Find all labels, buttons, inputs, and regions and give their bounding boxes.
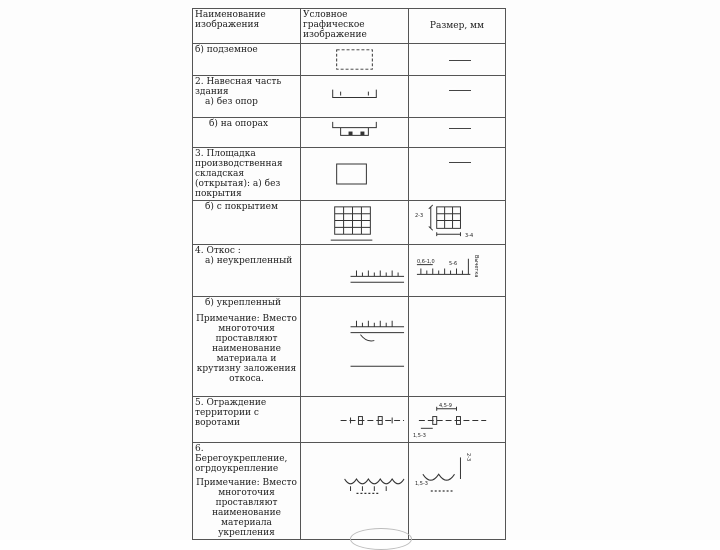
table-row xyxy=(193,397,506,443)
symbol-underground xyxy=(301,44,409,76)
dim-value: — xyxy=(447,156,456,166)
dim-value: — xyxy=(447,54,456,64)
table-row xyxy=(193,118,506,148)
table-row xyxy=(193,201,506,245)
row-label: 6. Берегоукрепление, огрдоукрепление xyxy=(195,444,288,474)
row-label: б) с покрытием xyxy=(205,202,278,212)
row-note: Примечание: Вместо многоточия проставляют наименование материала и крутизну заложения откоса. xyxy=(196,314,297,384)
table-row xyxy=(193,76,506,118)
header-name: Наименование изображения xyxy=(193,9,301,44)
table-row xyxy=(193,245,506,297)
dim-value: — xyxy=(447,122,456,132)
dim-label: 0,6-1,0 xyxy=(417,259,435,265)
symbol-slope-reinforced xyxy=(301,297,409,397)
dim-value: — xyxy=(447,84,456,94)
dim-label: 1,5-3 xyxy=(413,433,426,439)
table-row xyxy=(193,148,506,201)
table-row xyxy=(193,443,506,540)
row-label: б) укрепленный xyxy=(205,298,281,308)
table-header-row xyxy=(193,9,506,44)
symbol-overhang-on-supports xyxy=(301,118,409,148)
row-sublabel: а) неукрепленный xyxy=(205,256,293,266)
page-edge-arc xyxy=(350,528,412,550)
row-sublabel: а) без опор xyxy=(205,97,258,107)
row-label: 5. Ограждение территории с воротами xyxy=(195,398,267,428)
row-note: Примечание: Вместо многоточия проставляют наименование материала укрепления xyxy=(196,478,297,538)
dim-label: 2-3 xyxy=(415,213,424,219)
dim-label: 4,5-9 xyxy=(439,403,452,409)
row-sublabel: а) без покрытия xyxy=(195,179,281,199)
symbol-fence-gate xyxy=(301,397,409,443)
symbol-overhang-no-supports xyxy=(301,76,409,118)
symbol-storage-open xyxy=(301,148,409,201)
row-label: б) подземное xyxy=(195,45,258,55)
table-row xyxy=(193,297,506,397)
symbol-storage-covered xyxy=(301,201,409,245)
row-label: 3. Площадка производственная складская (открытая): xyxy=(195,149,283,189)
symbols-table xyxy=(192,8,506,540)
dim-label: 2-3 xyxy=(465,453,471,462)
symbol-slope-unreinforced xyxy=(301,245,409,297)
row-label: 2. Навесная часть здания xyxy=(195,77,282,97)
symbol-shore-reinforcement xyxy=(301,443,409,540)
row-label: б) на опорах xyxy=(209,119,269,129)
row-label: 4. Откос : xyxy=(195,246,241,256)
dim-label: 3-4 xyxy=(465,233,474,239)
dim-label: 1,5-3 xyxy=(415,481,428,487)
table-row xyxy=(193,44,506,76)
header-size: Размер, мм xyxy=(409,9,506,44)
header-symbol: Условное графическое изображение xyxy=(301,9,409,44)
dim-label: 5-6 xyxy=(449,261,458,267)
dim-label: Вычетка xyxy=(473,255,479,278)
